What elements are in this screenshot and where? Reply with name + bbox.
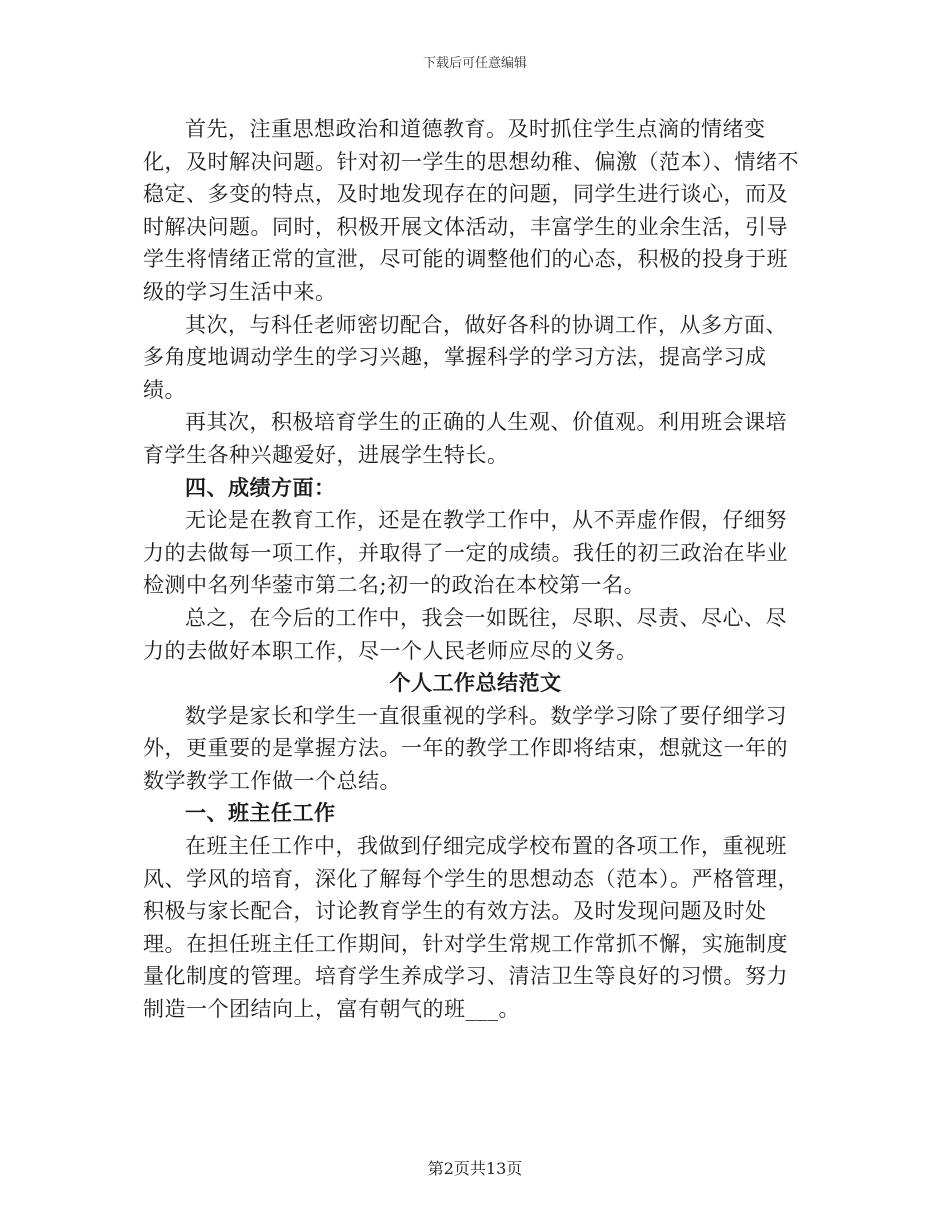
paragraph-6: 数学是家长和学生一直很重视的学科。数学学习除了要仔细学习外，更重要的是掌握方法。一年的教学工作即将结束，想就这一年的数学教学工作做一个总结。 xyxy=(143,703,788,793)
section-heading-achievements: 四、成绩方面： xyxy=(185,474,336,500)
paragraph-4: 无论是在教育工作，还是在教学工作中，从不弄虚作假，仔细努力的去做每一项工作，并取得了一定的成绩。我任的初三政治在毕业检测中名列华蓥市第二名;初一的政治在本校第一名。 xyxy=(143,508,788,598)
section-heading-class-teacher: 一、班主任工作 xyxy=(185,800,336,826)
paragraph-3: 再其次，积极培育学生的正确的人生观、价值观。利用班会课培育学生各种兴趣爱好，进展学生特长。 xyxy=(143,410,787,467)
page-header: 下载后可任意编辑 xyxy=(422,56,527,71)
paragraph-7: 在班主任工作中，我做到仔细完成学校布置的各项工作，重视班风、学风的培育，深化了解每个学生的思想动态（范本）。严格管理，积极与家长配合，讨论教育学生的有效方法。及时发现问题及时处理。在担任班主任工作期间，针对学生常规工作常抓不懈，实施制度量化制度的管理。培育学生养成学习、清洁卫生等良好的习惯。努力制造一个团结向上，富有朝气的班___。 xyxy=(143,834,799,1022)
page-footer: 第2页共13页 xyxy=(427,1159,523,1178)
document-body xyxy=(143,113,808,1026)
paragraph-2: 其次，与科任老师密切配合，做好各科的协调工作，从多方面、多角度地调动学生的学习兴趣，掌握科学的学习方法，提高学习成绩。 xyxy=(143,312,787,402)
paragraph-5: 总之，在今后的工作中，我会一如既往，尽职、尽责、尽心、尽力的去做好本职工作，尽一个人民老师应尽的义务。 xyxy=(143,605,787,663)
article-title: 个人工作总结范文 xyxy=(389,670,562,696)
paragraph-1: 首先，注重思想政治和道德教育。及时抓住学生点滴的情绪变化，及时解决问题。针对初一学生的思想幼稚、偏激（范本）、情绪不稳定、多变的特点，及时地发现存在的问题，同学生进行谈心，而及时解决问题。同时，积极开展文体活动，丰富学生的业余生活，引导学生将情绪正常的宣泄，尽可能的调整他们的心态，积极的投身于班级的学习生活中来。 xyxy=(143,117,799,304)
